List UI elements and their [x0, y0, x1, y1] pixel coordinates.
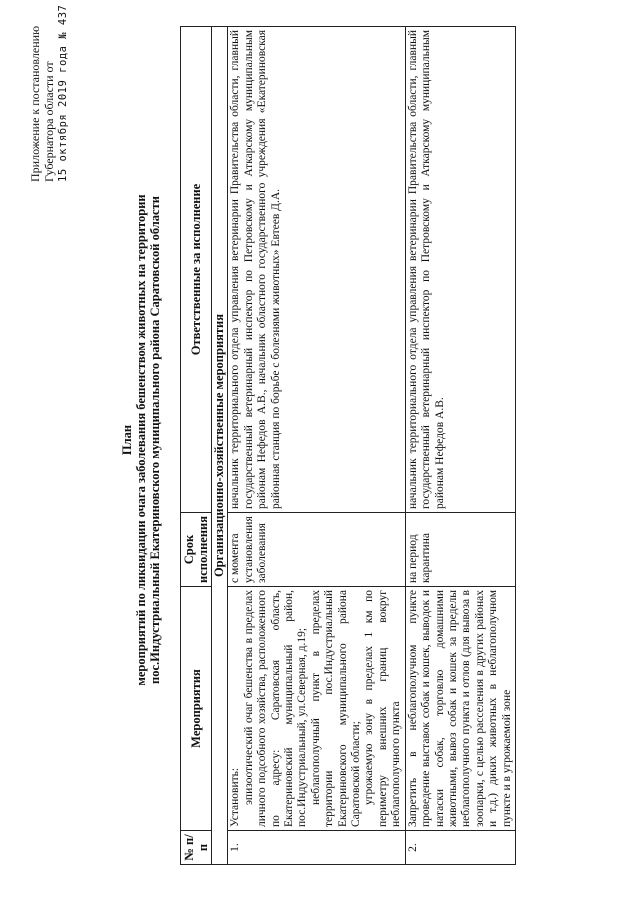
header-responsible: Ответственные за исполнение: [181, 27, 212, 513]
title-line-2: мероприятий по ликвидации очага заболевания бешенством животных на территории: [134, 194, 148, 686]
row-deadline: с момента установления заболевания: [228, 513, 405, 587]
annex-line-1: Приложение к постановлению: [28, 25, 42, 182]
annex-line-3: 15 октября 2019 года № 437: [57, 4, 69, 182]
header-deadline: Срок исполнения: [181, 513, 212, 587]
row-number: 2.: [405, 831, 515, 865]
row-measure: [228, 587, 405, 831]
measure-paragraph: неблагополучный пункт в пределах территории пос.Индустриальный Екатериновского муниципального района Саратовской области;: [309, 590, 363, 827]
measure-paragraph: эпизоотический очаг бешенства в пределах личного подсобного хозяйства, расположенного по адресу: Саратовская область, Екатериновский муниципальный район, пос.Индустриальный, ул.Северная, д.19;: [242, 590, 309, 827]
annex-line-2: Губернатора области от: [42, 61, 56, 182]
title-line-1: План: [120, 424, 134, 456]
row-measure: [405, 587, 515, 831]
table-row: [405, 27, 515, 865]
row-responsible: начальник территориального отдела управления ветеринарии Правительства области, главный государственный ветеринарный инспектор по Петровскому и Аткарскому муниципальным районам Нефедов А.В., начальник областного государственного учреждения «Екатериновская районная станция по борьбе с болезнями животных» Евтеев Д.А.: [228, 27, 405, 513]
document-title: [120, 65, 162, 815]
row-number: 1.: [228, 831, 405, 865]
plan-table: [180, 26, 516, 865]
annex-note: [28, 2, 70, 182]
measure-paragraph: Запретить в неблагополучном пункте проведение выставок собак и кошек, выводок и натаски собак, торговлю домашними животными, вывоз собак и кошек за пределы неблагополучного пункта и отлов (для вывоза в зоопарки, с целью расселения в других районах и т.д.) диких животных в неблагополучном пункте и в угрожаемой зоне: [406, 590, 513, 827]
row-deadline: на период карантина: [405, 513, 515, 587]
header-number: № п/п: [181, 831, 212, 865]
row-responsible: начальник территориального отдела управления ветеринарии Правительства области, главный государственный ветеринарный инспектор по Петровскому и Аткарскому муниципальным районам Нефедов А.В.: [405, 27, 515, 513]
section-title: Организационно-хозяйственные мероприятия: [212, 27, 228, 865]
measure-paragraph: угрожаемую зону в пределах 1 км по периметру внешних границ вокруг неблагополучного пункта: [363, 590, 403, 827]
table-row: [228, 27, 405, 865]
title-line-3: пос.Индустриальный Екатериновского муниципального района Саратовской области: [148, 196, 162, 684]
section-row: [212, 27, 228, 865]
measure-lead: Установить:: [229, 767, 242, 827]
table-header-row: [181, 27, 212, 865]
header-measures: Мероприятия: [181, 587, 212, 831]
